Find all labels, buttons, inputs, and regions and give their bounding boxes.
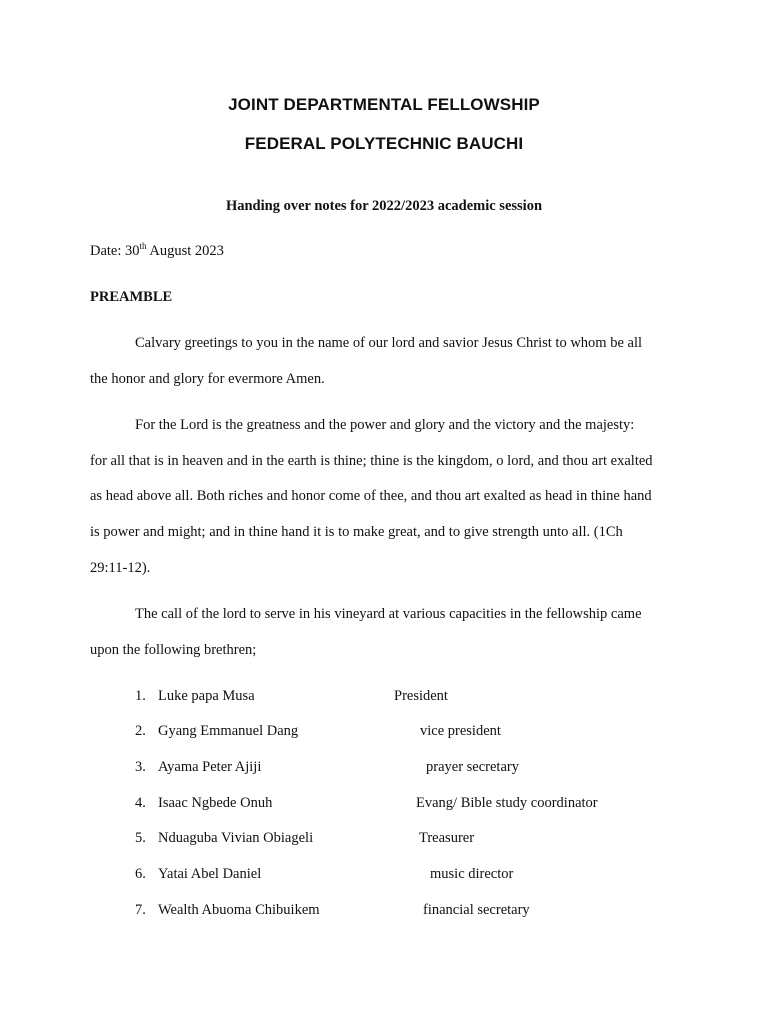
paragraph-line: For the Lord is the greatness and the power and glory and the victory and the majesty: — [135, 417, 635, 433]
date-label: Date: 30 — [90, 243, 140, 259]
member-role: Treasurer — [419, 830, 475, 846]
date-ordinal-suffix: th — [139, 241, 147, 252]
paragraph-line: for all that is in heaven and in the earth is thine; thine is the kingdom, o lord, and thou art exalted — [90, 453, 653, 469]
list-number: 6. — [135, 866, 146, 882]
document-title: JOINT DEPARTMENTAL FELLOWSHIP — [228, 95, 540, 114]
member-name: Nduaguba Vivian Obiageli — [158, 830, 314, 846]
list-number: 1. — [135, 688, 146, 704]
member-role: Evang/ Bible study coordinator — [416, 795, 598, 811]
list-number: 2. — [135, 723, 146, 739]
member-role: vice president — [420, 723, 501, 739]
member-name: Isaac Ngbede Onuh — [158, 795, 273, 811]
paragraph-line: Calvary greetings to you in the name of our lord and savior Jesus Christ to whom be all — [135, 335, 643, 351]
paragraph-line: is power and might; and in thine hand it is to make great, and to give strength unto all. (1Ch — [90, 524, 623, 540]
date-line — [90, 243, 224, 260]
member-name: Wealth Abuoma Chibuikem — [158, 902, 320, 918]
member-name: Yatai Abel Daniel — [158, 866, 262, 882]
member-role: President — [394, 688, 448, 704]
document-subtitle: Handing over notes for 2022/2023 academic session — [225, 198, 543, 214]
member-role: music director — [430, 866, 514, 882]
member-role: prayer secretary — [426, 759, 519, 775]
paragraph-line: as head above all. Both riches and honor come of thee, and thou art exalted as head in thine hand — [90, 488, 652, 504]
list-number: 4. — [135, 795, 146, 811]
paragraph-line: upon the following brethren; — [90, 642, 257, 658]
list-number: 3. — [135, 759, 146, 775]
date-rest: August 2023 — [146, 243, 224, 259]
preamble-heading: PREAMBLE — [90, 289, 173, 305]
member-name: Luke papa Musa — [158, 688, 255, 704]
member-name: Ayama Peter Ajiji — [158, 759, 262, 775]
paragraph-line: the honor and glory for evermore Amen. — [90, 371, 325, 387]
list-number: 7. — [135, 902, 146, 918]
member-name: Gyang Emmanuel Dang — [158, 723, 299, 739]
paragraph-line: The call of the lord to serve in his vineyard at various capacities in the fellowship came — [135, 606, 642, 622]
paragraph-line: 29:11-12). — [90, 560, 151, 576]
member-role: financial secretary — [423, 902, 530, 918]
institution-name: FEDERAL POLYTECHNIC BAUCHI — [244, 134, 524, 153]
list-number: 5. — [135, 830, 146, 846]
